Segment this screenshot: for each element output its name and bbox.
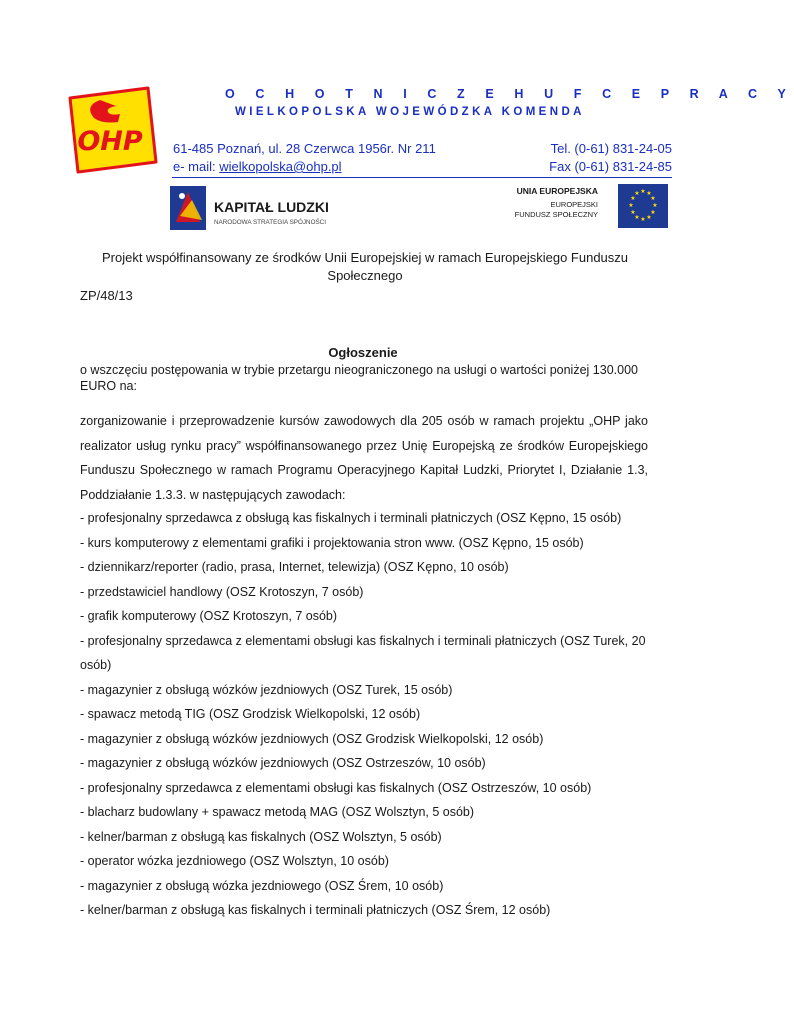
org-phone: Tel. (0-61) 831-24-05: [550, 141, 672, 156]
svg-text:★: ★: [650, 209, 656, 216]
ohp-logo: [60, 84, 160, 176]
main-paragraph: zorganizowanie i przeprowadzenie kursów zawodowych dla 205 osób w ramach projektu „OHP jako realizator usług rynku pracy” współfinansowanego przez Unię Europejską ze środków Europejskiego Funduszu Społecznego w ramach Programu Operacyjnego Kapitał Ludzki, Priorytet I, Działanie 1.3, Poddziałanie 1.3.3. w następujących zawodach:: [80, 414, 648, 502]
project-cofinancing-text: Projekt współfinansowany ze środków Unii Europejskiej w ramach Europejskiego Funduszu Społecznego: [101, 250, 629, 283]
list-item: - profesjonalny sprzedawca z elementami obsługi kas fiskalnych (OSZ Ostrzeszów, 10 osób): [80, 780, 592, 795]
org-title: O C H O T N I C Z E H U F C E P R A C Y: [225, 87, 794, 101]
eu-line-2: EUROPEJSKI: [550, 200, 598, 209]
kapital-ludzki-subtitle: NARODOWA STRATEGIA SPÓJNOŚCI: [214, 219, 326, 226]
header-divider: [172, 177, 672, 178]
svg-text:★: ★: [640, 216, 646, 223]
list-item: - profesjonalny sprzedawca z obsługą kas fiskalnych i terminali płatniczych (OSZ Kępno, 15 osób): [80, 511, 622, 525]
svg-text:★: ★: [646, 214, 652, 221]
svg-text:★: ★: [630, 195, 636, 202]
list-item: - magazynier z obsługą wózków jezdniowych (OSZ Grodzisk Wielkopolski, 12 osób): [80, 731, 544, 746]
list-item: - magazynier z obsługą wózków jezdniowych (OSZ Ostrzeszów, 10 osób): [80, 756, 486, 770]
ohp-logo-text: OHP: [77, 126, 143, 157]
org-subtitle: WIELKOPOLSKA WOJEWÓDZKA KOMENDA: [235, 106, 585, 118]
kapital-ludzki-logo: [170, 186, 340, 230]
org-fax: Fax (0-61) 831-24-85: [549, 159, 672, 174]
list-item: - spawacz metodą TIG (OSZ Grodzisk Wielkopolski, 12 osób): [80, 707, 421, 721]
svg-text:★: ★: [634, 190, 640, 197]
svg-text:★: ★: [646, 190, 652, 197]
email-label: e- mail:: [173, 159, 220, 174]
svg-text:★: ★: [650, 195, 656, 202]
list-item: - kelner/barman z obsługą kas fiskalnych (OSZ Wolsztyn, 5 osób): [80, 829, 442, 844]
notice-intro: o wszczęciu postępowania w trybie przetargu nieograniczonego na usługi o wartości poniżej 130.000 EURO na:: [80, 363, 638, 393]
list-item: - przedstawiciel handlowy (OSZ Krotoszyn, 7 osób): [80, 584, 364, 599]
list-item: - grafik komputerowy (OSZ Krotoszyn, 7 osób): [80, 609, 338, 623]
list-item: - profesjonalny sprzedawca z elementami obsługi kas fiskalnych i terminali płatniczych (OSZ Turek, 20 osób): [80, 633, 646, 672]
kapital-ludzki-title: KAPITAŁ LUDZKI: [214, 199, 329, 215]
svg-text:★: ★: [634, 214, 640, 221]
eu-logo: [500, 184, 670, 228]
reference-number: ZP/48/13: [80, 288, 133, 303]
svg-text:★: ★: [652, 202, 658, 209]
list-item: - operator wózka jezdniowego (OSZ Wolsztyn, 10 osób): [80, 854, 389, 868]
list-item: - kurs komputerowy z elementami grafiki i projektowania stron www. (OSZ Kępno, 15 osób): [80, 535, 584, 550]
eu-line-1: UNIA EUROPEJSKA: [516, 186, 598, 196]
course-list: [80, 506, 648, 923]
notice-title: Ogłoszenie: [328, 345, 398, 360]
eu-line-3: FUNDUSZ SPOŁECZNY: [514, 210, 598, 219]
svg-text:★: ★: [630, 209, 636, 216]
list-item: - magazynier z obsługą wózków jezdniowych (OSZ Turek, 15 osób): [80, 682, 453, 697]
list-item: - blacharz budowlany + spawacz metodą MAG (OSZ Wolsztyn, 5 osób): [80, 805, 475, 819]
list-item: - kelner/barman z obsługą kas fiskalnych i terminali płatniczych (OSZ Śrem, 12 osób): [80, 903, 551, 917]
svg-text:★: ★: [628, 202, 634, 209]
email-line: [173, 159, 342, 174]
email-link[interactable]: wielkopolska@ohp.pl: [219, 159, 342, 174]
list-item: - magazynier z obsługą wózka jezdniowego (OSZ Śrem, 10 osób): [80, 878, 444, 893]
svg-text:★: ★: [640, 188, 646, 195]
org-address: 61-485 Poznań, ul. 28 Czerwca 1956r. Nr 211: [173, 141, 436, 156]
list-item: - dziennikarz/reporter (radio, prasa, Internet, telewizja) (OSZ Kępno, 10 osób): [80, 560, 509, 574]
